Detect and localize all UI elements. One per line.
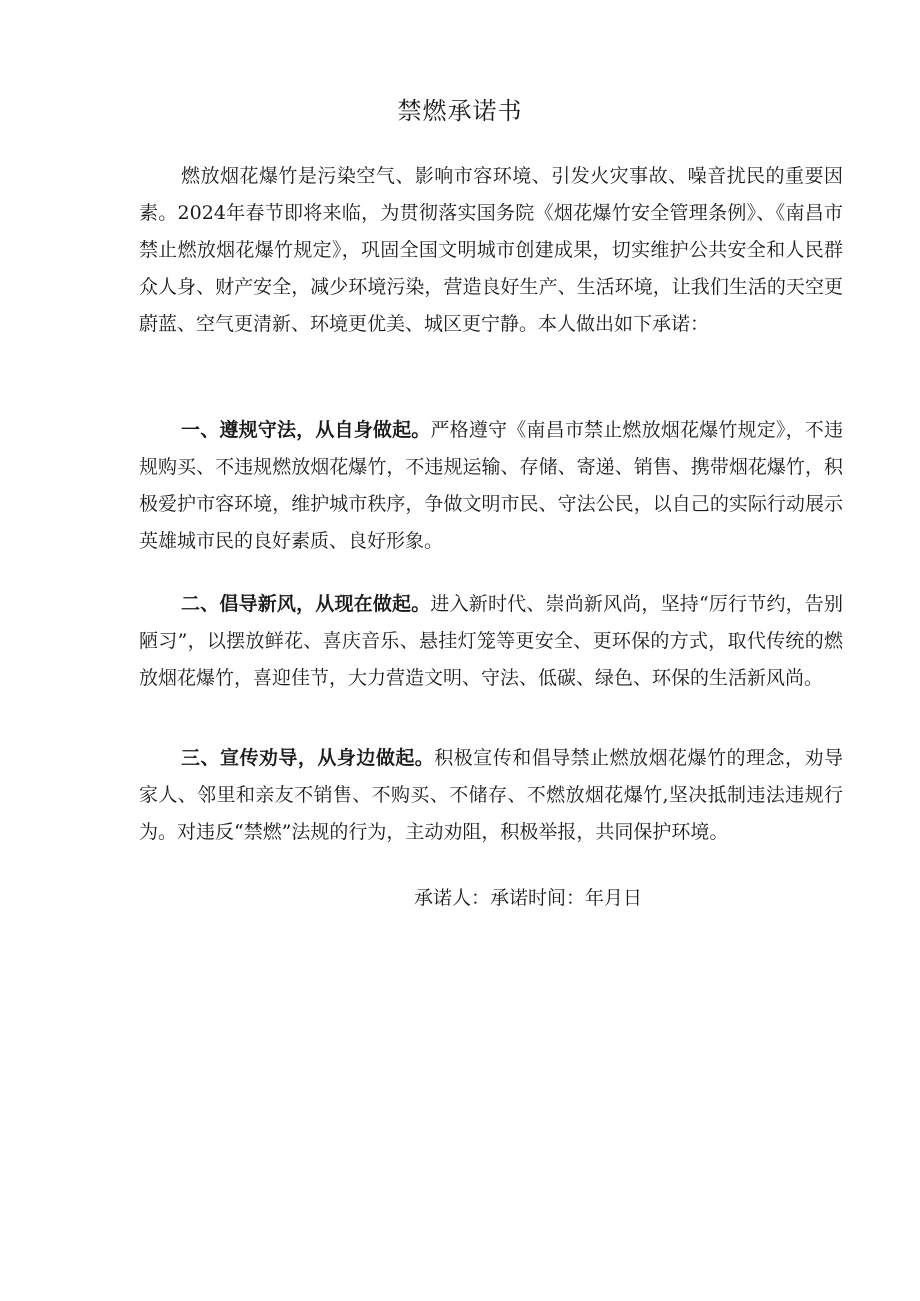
signature-line: 承诺人：承诺时间：年月日 (414, 887, 643, 909)
commitment-heading-3: 三、宣传劝导，从身边做起。 (181, 747, 435, 769)
commitment-heading-1: 一、遵规守法，从自身做起。 (181, 419, 431, 441)
commitment-heading-2: 二、倡导新风，从现在做起。 (181, 593, 431, 615)
intro-paragraph: 燃放烟花爆竹是污染空气、影响市容环境、引发火灾事故、噪音扰民的重要因素。2024年春节即将来临，为贯彻落实国务院《烟花爆竹安全管理条例》、《南昌市禁止燃放烟花爆竹规定》，巩固全国文明城市创建成果，切实维护公共安全和人民群众人身、财产安全，减少环境污染，营造良好生产、生活环境，让我们生活的天空更蔚蓝、空气更清新、环境更优美、城区更宁静。本人做出如下承诺： (139, 165, 843, 335)
commitment-body-2: 进入新时代、崇尚新风尚，坚持“厉行节约，告别陋习”，以摆放鲜花、喜庆音乐、悬挂灯笼等更安全、更环保的方式，取代传统的燃放烟花爆竹，喜迎佳节，大力营造文明、守法、低碳、绿色、环保的生活新风尚。 (139, 593, 843, 689)
commitment-body-3: 积极宣传和倡导禁止燃放烟花爆竹的理念，劝导家人、邻里和亲友不销售、不购买、不储存、不燃放烟花爆竹,坚决抵制违法违规行为。对违反“禁燃”法规的行为，主动劝阻，积极举报，共同保护环境。 (139, 747, 843, 843)
commitment-paragraph-2 (139, 586, 843, 697)
commitment-paragraph-1 (139, 412, 843, 560)
commitment-paragraph-3 (139, 740, 843, 851)
commitment-body-1: 严格遵守《南昌市禁止燃放烟花爆竹规定》，不违规购买、不违规燃放烟花爆竹，不违规运输、存储、寄递、销售、携带烟花爆竹，积极爱护市容环境，维护城市秩序，争做文明市民、守法公民，以自己的实际行动展示英雄城市民的良好素质、良好形象。 (139, 419, 843, 552)
document-title: 禁燃承诺书 (397, 97, 523, 125)
